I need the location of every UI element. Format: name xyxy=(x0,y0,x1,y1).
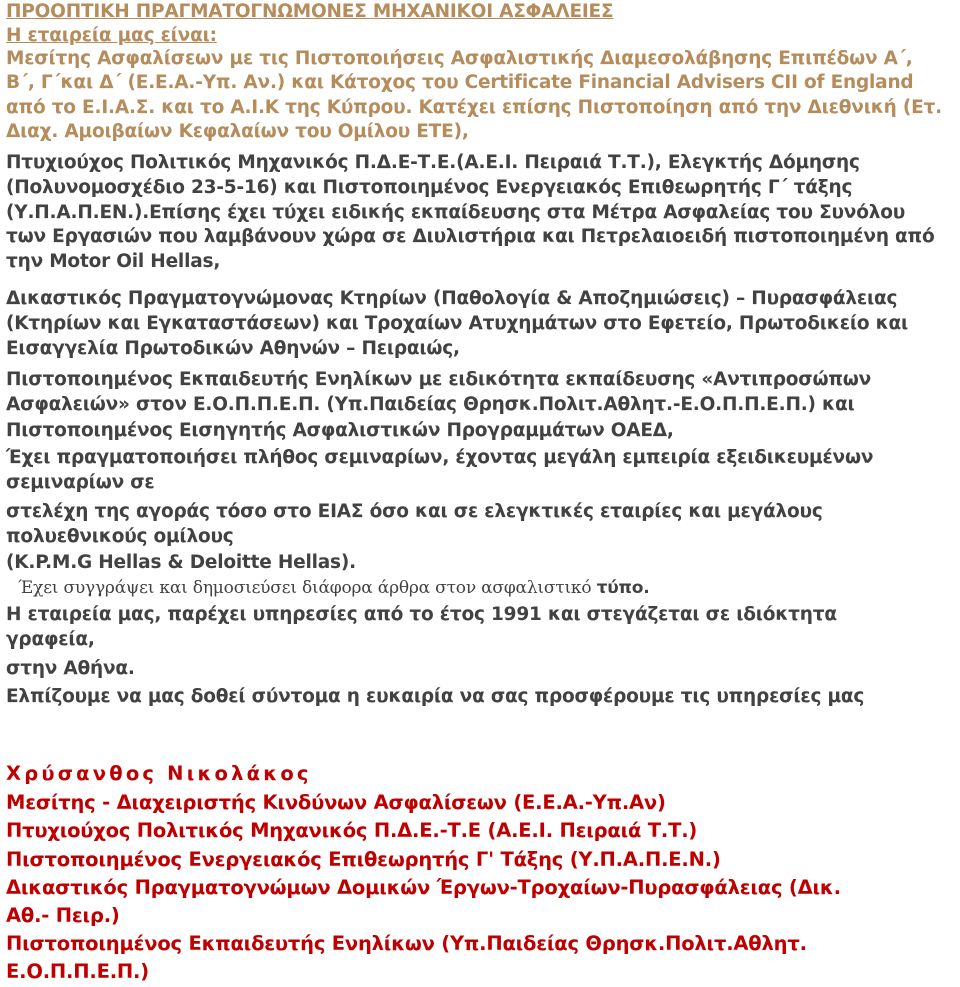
signature-line: Πιστοποιημένος Εκπαιδευτής Ενηλίκων (Υπ.Παιδείας Θρησκ.Πολιτ.Αθλητ. xyxy=(6,932,807,955)
page-subheading: Η εταιρεία μας είναι: xyxy=(6,25,217,46)
body-line: Ασφαλειών» στον Ε.Ο.Π.Π.Ε.Π. (Υπ.Παιδείας Θρησκ.Πολιτ.Αθλητ.-Ε.Ο.Π.Π.Ε.Π.) και xyxy=(6,394,855,415)
publications-text: Έχει συγγράψει και δημοσιεύσει διάφορα άρθρα στον ασφαλιστικό xyxy=(18,578,597,598)
body-line: σεμιναρίων σε xyxy=(6,472,155,493)
publications-emphasis: τύπο. xyxy=(596,578,650,598)
body-line: των Εργασιών που λαμβάνουν χώρα σε Διυλιστήρια και Πετρελαιοειδή πιστοποιημένη από xyxy=(6,226,935,247)
closing-line: Η εταιρεία μας, παρέχει υπηρεσίες από το έτος 1991 και στεγάζεται σε ιδιόκτητα xyxy=(6,604,837,625)
body-line: Πτυχιούχος Πολιτικός Μηχανικός Π.Δ.Ε-Τ.Ε.(Α.Ε.Ι. Πειραιά Τ.Τ.), Ελεγκτής Δόμησης xyxy=(6,152,860,173)
signature-line: Ε.Ο.Π.Π.Ε.Π.) xyxy=(6,960,149,983)
body-line: Εισαγγελία Πρωτοδικών Αθηνών – Πειραιώς, xyxy=(6,338,460,359)
body-line: (Κτηρίων και Εγκαταστάσεων) και Τροχαίων Ατυχημάτων στο Εφετείο, Πρωτοδικείο και xyxy=(6,313,909,334)
body-line: πολυεθνικούς ομίλους xyxy=(6,526,234,547)
signature-line: Μεσίτης - Διαχειριστής Κινδύνων Ασφαλίσεων (Ε.Ε.Α.-Υπ.Αν) xyxy=(6,791,666,814)
signature-name: Χρύσανθος Νικολάκος xyxy=(6,762,312,785)
body-line: την Motor Oil Hellas, xyxy=(6,251,221,272)
body-line: (Πολυνομοσχέδιο 23-5-16) και Πιστοποιημένος Ενεργειακός Επιθεωρητής Γ΄ τάξης xyxy=(6,177,853,198)
publications-line xyxy=(18,576,650,600)
body-line: Β΄, Γ΄και Δ΄ (Ε.Ε.Α.-Υπ. Αν.) και Κάτοχος του Certificate Financial Advisers CII of England xyxy=(6,72,914,93)
body-line: Διαχ. Αμοιβαίων Κεφαλαίων του Ομίλου ΕΤΕ), xyxy=(6,121,469,142)
body-line: Πιστοποιημένος Εισηγητής Ασφαλιστικών Προγραμμάτων ΟΑΕΔ, xyxy=(6,420,674,441)
body-line: Πιστοποιημένος Εκπαιδευτής Ενηλίκων με ειδικότητα εκπαίδευσης «Αντιπροσώπων xyxy=(6,369,872,390)
closing-line: Ελπίζουμε να μας δοθεί σύντομα η ευκαιρία να σας προσφέρουμε τις υπηρεσίες μας xyxy=(6,686,865,707)
body-line: από το Ε.Ι.Α.Σ. και το Α.Ι.Κ της Κύπρου. Κατέχει επίσης Πιστοποίηση από την Διεθνική (Ετ. xyxy=(6,97,942,118)
body-line: Δικαστικός Πραγματογνώμονας Κτηρίων (Παθολογία & Αποζημιώσεις) – Πυρασφάλειας xyxy=(6,288,898,309)
body-line: στελέχη της αγοράς τόσο στο ΕΙΑΣ όσο και σε ελεγκτικές εταιρίες και μεγάλους xyxy=(6,501,823,522)
body-line: Μεσίτης Ασφαλίσεων με τις Πιστοποιήσεις Ασφαλιστικής Διαμεσολάβησης Επιπέδων Α΄, xyxy=(6,48,913,69)
page-heading: ΠΡΟΟΠΤΙΚΗ ΠΡΑΓΜΑΤΟΓΝΩΜΟΝΕΣ ΜΗΧΑΝΙΚΟΙ ΑΣΦΑΛΕΙΕΣ xyxy=(6,1,614,22)
signature-line: Πιστοποιημένος Ενεργειακός Επιθεωρητής Γ' Τάξης (Υ.Π.Α.Π.Ε.Ν.) xyxy=(6,848,721,871)
signature-line: Δικαστικός Πραγματογνώμων Δομικών Έργων-Τροχαίων-Πυρασφάλειας (Δικ. xyxy=(6,876,841,899)
closing-line: στην Αθήνα. xyxy=(6,658,135,679)
signature-line: Αθ.- Πειρ.) xyxy=(6,904,120,927)
body-line: (K.P.M.G Hellas & Deloitte Hellas). xyxy=(6,552,356,573)
signature-line: Πτυχιούχος Πολιτικός Μηχανικός Π.Δ.Ε.-Τ.Ε (Α.Ε.Ι. Πειραιά Τ.Τ.) xyxy=(6,819,698,842)
body-line: (Υ.Π.Α.Π.ΕΝ.).Επίσης έχει τύχει ειδικής εκπαίδευσης στα Μέτρα Ασφαλείας του Συνόλου xyxy=(6,202,906,223)
closing-line: γραφεία, xyxy=(6,629,95,650)
body-line: Έχει πραγματοποιήσει πλήθος σεμιναρίων, έχοντας μεγάλη εμπειρία εξειδικευμένων xyxy=(6,447,874,468)
